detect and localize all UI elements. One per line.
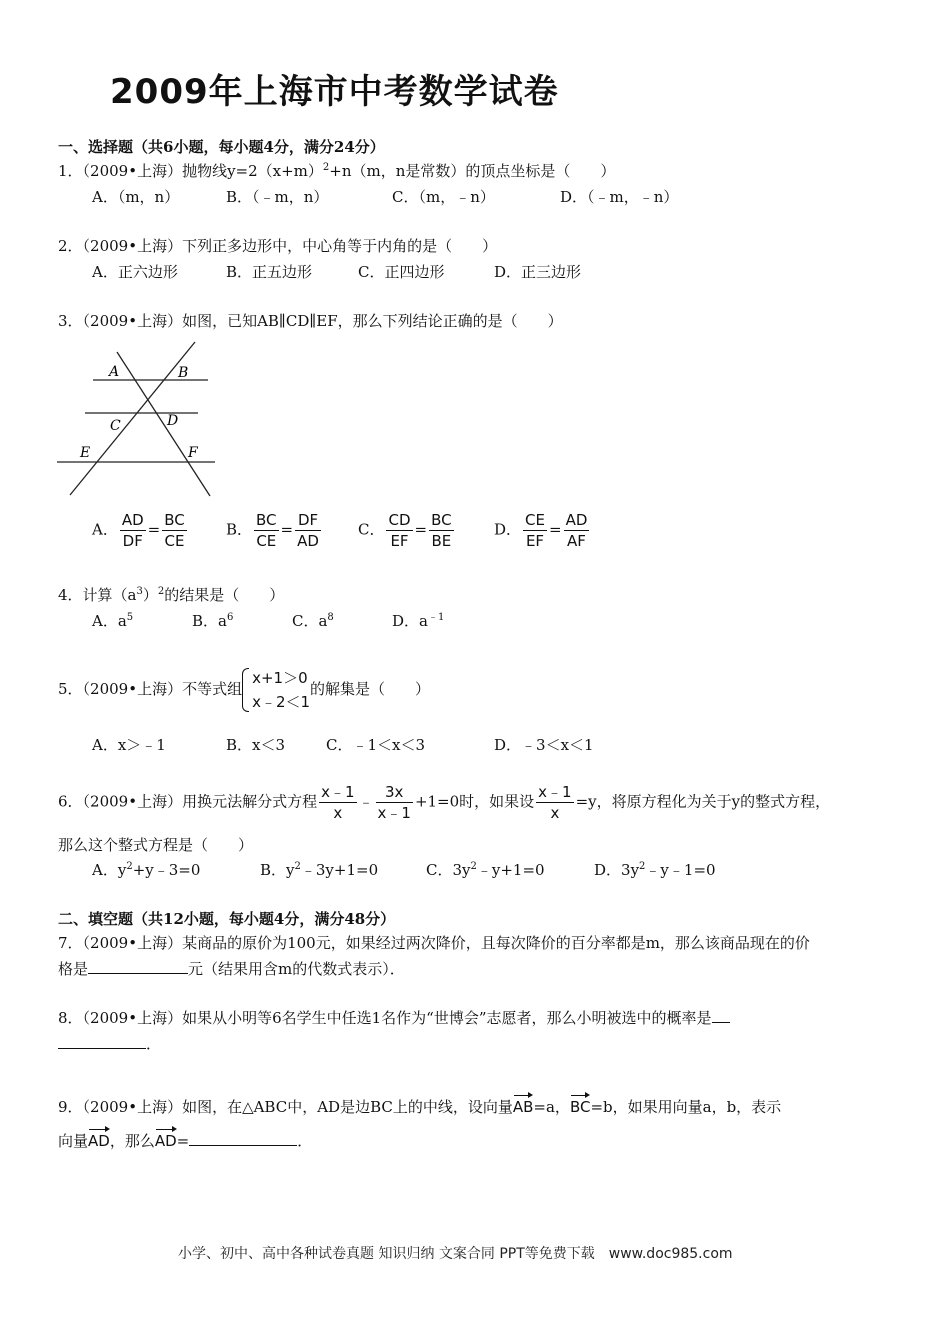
denominator: AF [567, 532, 586, 550]
vector-bc: BC [570, 1092, 591, 1116]
question-6-text: 6．（2009•上海）用换元法解分式方程 [58, 792, 318, 811]
option-6b [260, 859, 378, 880]
fraction [429, 510, 454, 551]
option-label: A． [92, 520, 118, 539]
option-1a: A．（m，n） [92, 188, 180, 206]
option-label: D．a [392, 612, 428, 630]
question-9-text: 9．（2009•上海）如图，在△ABC中，AD是边BC上的中线，设向量 [58, 1098, 513, 1116]
question-6-line2: 那么这个整式方程是（ ） [58, 836, 254, 854]
option-3b: B． $\frac{BC}{CE}$ = $\frac{DF}{AD}$ [226, 511, 319, 550]
section-heading-fill: 二、填空题（共12小题，每小题4分，满分48分） [58, 910, 396, 928]
option-6a [92, 859, 200, 880]
option-4c [292, 610, 334, 631]
question-7-text: 格是 [58, 960, 89, 978]
question-3: 3．（2009•上海）如图，已知AB∥CD∥EF，那么下列结论正确的是（ ） [58, 312, 563, 330]
question-8-line2 [58, 1033, 161, 1054]
option-1d: D．（﹣m，﹣n） [560, 188, 679, 206]
question-9-text-end: =b，如果用向量a，b，表示 [590, 1098, 782, 1116]
label-b: B [178, 365, 189, 381]
denominator: DF [122, 532, 143, 550]
question-7-line2 [58, 958, 405, 979]
denominator: EF [525, 532, 545, 550]
option-text: C．3y [426, 861, 471, 879]
denominator: x [550, 804, 560, 822]
fraction [120, 510, 146, 551]
option-2a: A．正六边形 [92, 263, 178, 281]
option-label: A．a [92, 612, 127, 630]
footer-text: 小学、初中、高中各种试卷真题 知识归纳 文案合同 PPT等免费下载 www.doc985.com [178, 1246, 733, 1262]
question-8-text: 8．（2009•上海）如果从小明等6名学生中任选1名作为“世博会”志愿者，那么小明被选中的概率是 [58, 1009, 712, 1027]
option-label: C．a [292, 612, 328, 630]
question-8-period: ． [146, 1035, 162, 1053]
exponent: 2 [470, 861, 477, 872]
label-f: F [188, 445, 198, 461]
question-7-text-end: 元（结果用含m的代数式表示）． [188, 960, 405, 978]
question-9-eq1: =a， [533, 1098, 570, 1116]
inequality-system [242, 666, 310, 714]
answer-blank[interactable] [88, 959, 188, 974]
transversal-1 [117, 352, 210, 496]
numerator: x﹣1 [538, 783, 572, 801]
numerator: BC [164, 511, 185, 529]
question-9-text: 向量 [58, 1132, 89, 1150]
exponent: 6 [226, 612, 234, 623]
option-5a: A．x＞﹣1 [92, 736, 166, 754]
option-text: D．3y [594, 861, 640, 879]
inequality-1: x+1＞0 [252, 669, 308, 687]
option-text: ﹣3y+1=0 [300, 861, 379, 879]
vector-ad: AD [88, 1126, 110, 1150]
exponent: 2 [294, 861, 301, 872]
denominator: BE [431, 532, 452, 550]
minus-sign: ﹣ [358, 792, 374, 811]
option-label: B． [226, 520, 253, 539]
option-5b: B．x＜3 [226, 736, 286, 754]
option-label: B．a [192, 612, 227, 630]
answer-blank[interactable] [58, 1034, 146, 1049]
denominator: AD [297, 532, 319, 550]
question-4-text: 4．计算（a [58, 586, 137, 604]
option-2b: B．正五边形 [226, 263, 313, 281]
option-1b: B．（﹣m，n） [226, 188, 329, 206]
question-1-text-end: +n（m，n是常数）的顶点坐标是（ ） [329, 162, 616, 180]
answer-blank[interactable] [189, 1131, 297, 1146]
option-3a: A． $\frac{AD}{DF}$ = $\frac{BC}{CE}$ [92, 511, 185, 550]
denominator: CE [164, 532, 185, 550]
question-8 [58, 1007, 730, 1028]
vector-ab: AB [513, 1092, 534, 1116]
option-5c: C．﹣1＜x＜3 [326, 736, 426, 754]
question-5-text: 5．（2009•上海）不等式组 [58, 680, 243, 698]
question-2: 2．（2009•上海）下列正多边形中，中心角等于内角的是（ ） [58, 237, 498, 255]
equals-sign: = [176, 1132, 190, 1150]
question-4-paren: ） [142, 586, 158, 604]
question-5 [58, 666, 430, 714]
option-text: A．y [92, 861, 127, 879]
label-e: E [80, 445, 91, 461]
fraction [254, 510, 279, 551]
question-7: 7．（2009•上海）某商品的原价为100元，如果经过两次降价，且每次降价的百分率都是m，那么该商品现在的价 [58, 934, 810, 952]
option-text: ﹣y+1=0 [476, 861, 545, 879]
section-heading-choice: 一、选择题（共6小题，每小题4分，满分24分） [58, 138, 385, 156]
question-5-text-end: 的解集是（ ） [310, 680, 431, 698]
fraction [386, 510, 412, 551]
option-4d [392, 610, 444, 631]
exponent: 3 [136, 586, 143, 597]
option-4b [192, 610, 233, 631]
option-label: D． [494, 520, 522, 539]
option-2c: C．正四边形 [358, 263, 445, 281]
question-9-text: ，那么 [109, 1132, 155, 1150]
question-9-line2 [58, 1126, 312, 1151]
question-4-text-end: 的结果是（ ） [164, 586, 285, 604]
exponent: 2 [639, 861, 646, 872]
question-1 [58, 160, 615, 181]
vector-ad: AD [155, 1126, 177, 1150]
numerator: CE [525, 511, 545, 529]
option-label: C． [358, 520, 385, 539]
label-c: C [110, 418, 121, 434]
option-text: +y﹣3=0 [132, 861, 201, 879]
question-1-text: 1．（2009•上海）抛物线y=2（x+m） [58, 162, 323, 180]
denominator: x [333, 804, 343, 822]
option-text: B．y [260, 861, 295, 879]
exponent: 5 [126, 612, 134, 623]
option-1c: C．（m，﹣n） [392, 188, 495, 206]
numerator: 3x [376, 782, 413, 803]
exponent: ﹣1 [427, 612, 445, 623]
label-a: A [109, 364, 120, 380]
fraction [536, 782, 573, 823]
numerator: x﹣1 [321, 783, 355, 801]
question-6-text-mid: +1=0时，如果设 [414, 792, 535, 811]
fraction [295, 510, 321, 551]
parallel-lines-figure [55, 340, 225, 500]
option-6d [594, 859, 716, 880]
fraction [162, 510, 187, 551]
answer-blank[interactable] [712, 1008, 730, 1023]
exponent: 2 [126, 861, 133, 872]
numerator: DF [295, 510, 321, 531]
question-9-period: ． [297, 1132, 313, 1150]
question-4 [58, 584, 284, 605]
option-3d: D． $\frac{CE}{EF}$ = $\frac{AD}{AF}$ [494, 511, 588, 550]
exponent: 8 [327, 612, 334, 623]
denominator: x﹣1 [377, 804, 411, 822]
fraction [376, 782, 413, 823]
option-4a [92, 610, 133, 631]
question-9 [58, 1092, 781, 1117]
fraction [319, 782, 356, 823]
numerator: BC [256, 511, 277, 529]
exponent: 2 [157, 586, 165, 597]
exponent: 2 [322, 162, 330, 173]
option-text: ﹣y﹣1=0 [645, 861, 716, 879]
question-6 [58, 782, 830, 823]
option-2d: D．正三边形 [494, 263, 582, 281]
label-d: D [167, 413, 179, 429]
option-5d: D．﹣3＜x＜1 [494, 736, 594, 754]
inequality-2: x﹣2＜1 [252, 693, 311, 711]
page-title: 2009年上海市中考数学试卷 [110, 72, 559, 112]
numerator: AD [565, 511, 588, 529]
numerator: AD [121, 511, 144, 529]
question-6-text-end: =y，将原方程化为关于y的整式方程， [575, 792, 831, 811]
denominator: EF [390, 532, 409, 550]
option-6c [426, 859, 545, 880]
denominator: CE [256, 532, 277, 550]
fraction [523, 510, 547, 551]
fraction [564, 510, 590, 551]
numerator: CD [388, 511, 411, 529]
numerator: BC [431, 511, 452, 529]
option-3c: C． $\frac{CD}{EF}$ = $\frac{BC}{BE}$ [358, 511, 452, 550]
